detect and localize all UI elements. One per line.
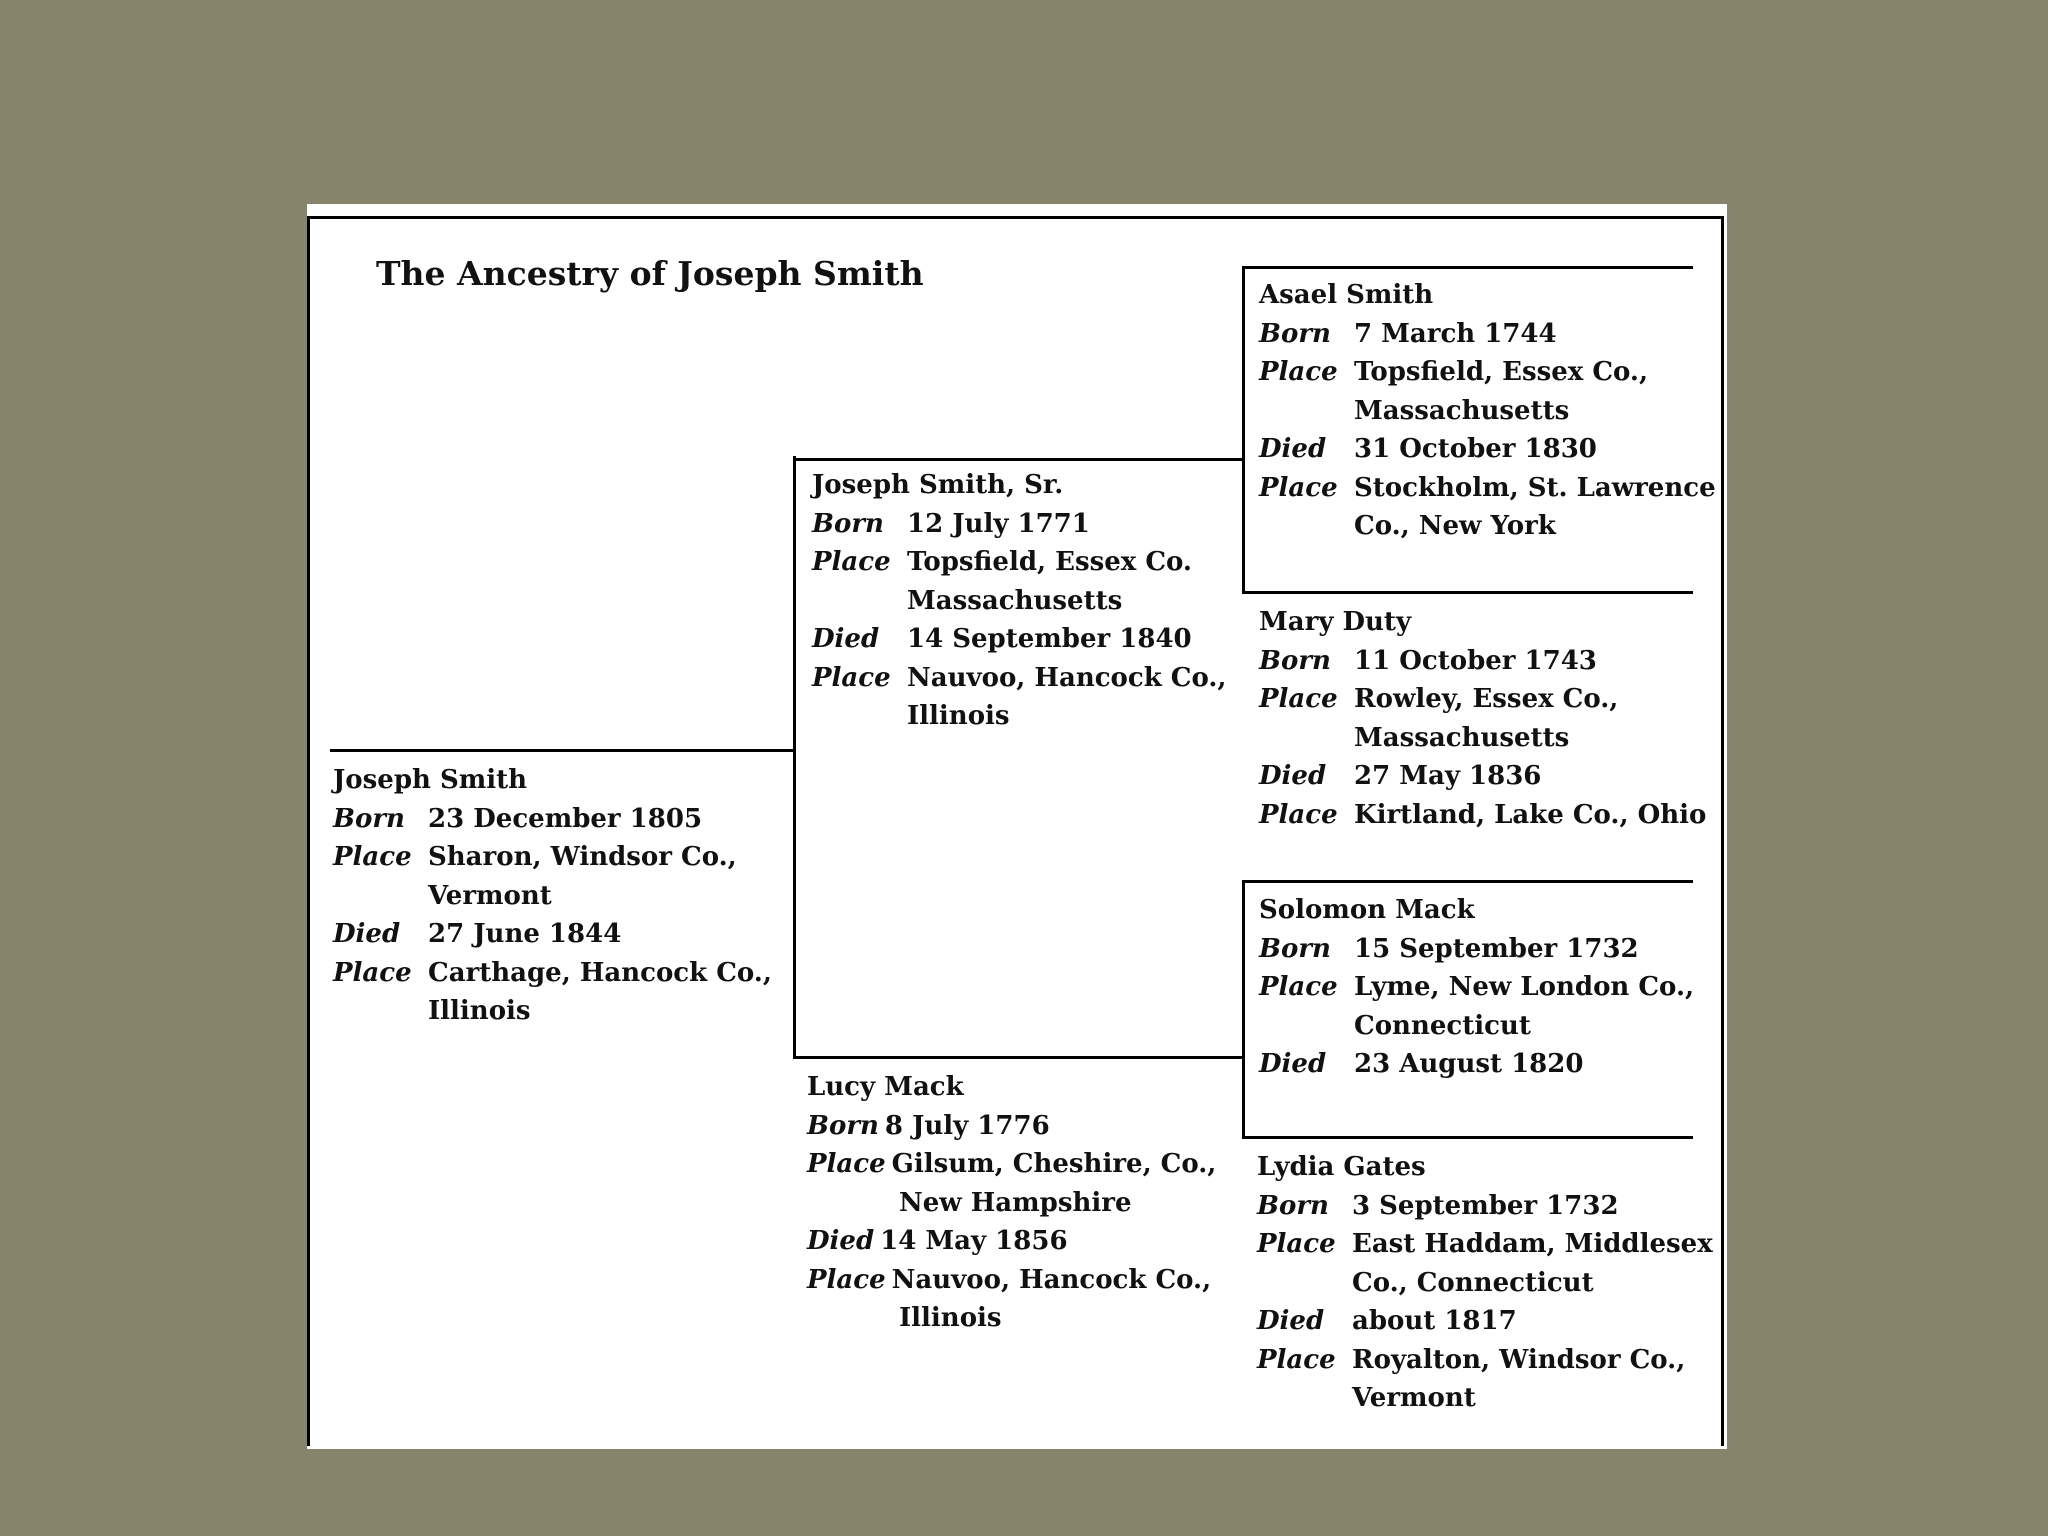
born-row <box>812 505 1226 544</box>
birth-place-row-cont <box>333 877 772 916</box>
death-place-row-cont <box>1259 507 1716 546</box>
death-place-row <box>1259 796 1706 835</box>
died-date: 14 September 1840 <box>907 624 1192 654</box>
connector-paternal-vertical <box>1242 266 1245 594</box>
born-row <box>333 800 772 839</box>
person-name: Mary Duty <box>1259 607 1412 637</box>
born-row <box>1259 642 1706 681</box>
birth-place: Gilsum, Cheshire, Co., <box>891 1149 1217 1179</box>
birth-place: Sharon, Windsor Co., <box>428 842 737 872</box>
birth-place-cont: Massachusetts <box>907 585 1123 616</box>
connector-joseph-smith-sr <box>793 458 1245 461</box>
person-lydia-gates <box>1257 1148 1713 1418</box>
place-label: Place <box>1259 357 1338 387</box>
death-place-row <box>812 659 1226 698</box>
death-place-row-cont <box>1257 1379 1713 1418</box>
place-label: Place <box>1259 684 1338 714</box>
birth-place-row <box>1259 968 1694 1007</box>
died-row <box>1259 430 1716 469</box>
person-solomon-mack <box>1259 891 1694 1084</box>
place-label: Place <box>333 842 412 872</box>
death-place-cont: Illinois <box>907 701 1010 731</box>
birth-place: East Haddam, Middlesex <box>1352 1229 1713 1259</box>
died-label: Died <box>1259 1049 1327 1079</box>
place-label: Place <box>333 957 412 988</box>
connector-asael-smith <box>1242 266 1693 269</box>
death-place-row <box>807 1261 1216 1300</box>
person-asael-smith <box>1259 276 1716 546</box>
connector-joseph-smith <box>330 749 796 752</box>
born-row <box>1257 1187 1713 1226</box>
death-place-row <box>1257 1341 1713 1380</box>
connector-lydia-gates <box>1242 1136 1693 1139</box>
person-name: Lucy Mack <box>807 1072 964 1102</box>
person-joseph-smith-sr <box>812 466 1226 736</box>
place-label: Place <box>812 662 891 693</box>
death-place-row-cont <box>812 697 1226 736</box>
person-name: Asael Smith <box>1259 280 1434 310</box>
chart-title: The Ancestry of Joseph Smith <box>376 254 924 293</box>
died-label: Died <box>812 624 880 654</box>
born-date: 11 October 1743 <box>1354 645 1597 676</box>
place-label: Place <box>1257 1344 1336 1375</box>
born-date: 7 March 1744 <box>1354 318 1557 349</box>
birth-place: Rowley, Essex Co., <box>1354 684 1619 714</box>
death-place: Stockholm, St. Lawrence <box>1354 472 1716 503</box>
birth-place-row <box>1257 1225 1713 1264</box>
death-place: Carthage, Hancock Co., <box>428 957 772 988</box>
death-place-cont: Co., New York <box>1354 511 1556 541</box>
place-label: Place <box>1259 472 1338 503</box>
birth-place-row-cont <box>1257 1264 1713 1303</box>
place-label: Place <box>807 1149 886 1179</box>
born-date: 3 September 1732 <box>1352 1190 1619 1221</box>
birth-place-row-cont <box>1259 1007 1694 1046</box>
died-date: about 1817 <box>1352 1306 1517 1336</box>
birth-place-row-cont <box>1259 392 1716 431</box>
person-name: Lydia Gates <box>1257 1152 1426 1182</box>
connector-solomon-mack <box>1242 880 1693 883</box>
birth-place-row-cont <box>1259 719 1706 758</box>
birth-place-cont: Massachusetts <box>1354 722 1570 753</box>
connector-parents-vertical <box>793 456 796 1058</box>
death-place-row <box>1259 469 1716 508</box>
born-date: 23 December 1805 <box>428 803 703 834</box>
death-place-row-cont <box>807 1299 1216 1338</box>
died-label: Died <box>333 919 401 949</box>
place-label: Place <box>812 547 891 577</box>
died-label: Died <box>1259 434 1327 464</box>
death-place: Kirtland, Lake Co., Ohio <box>1354 799 1707 830</box>
death-place-cont: Illinois <box>899 1303 1002 1333</box>
birth-place-row <box>1259 680 1706 719</box>
died-label: Died <box>1259 761 1327 791</box>
died-row <box>812 620 1226 659</box>
death-place-row <box>333 954 772 993</box>
death-place-cont: Illinois <box>428 996 531 1026</box>
died-date: 14 May 1856 <box>880 1226 1068 1256</box>
birth-place: Topsfield, Essex Co. <box>907 547 1192 577</box>
born-label: Born <box>1259 645 1331 676</box>
death-place-cont: Vermont <box>1352 1383 1476 1413</box>
born-label: Born <box>1259 318 1331 349</box>
birth-place-cont: Connecticut <box>1354 1010 1531 1041</box>
born-label: Born <box>1257 1190 1329 1221</box>
born-label: Born <box>812 508 884 539</box>
place-label: Place <box>807 1264 886 1295</box>
born-row <box>1259 315 1716 354</box>
died-date: 31 October 1830 <box>1354 434 1597 464</box>
died-row <box>1259 757 1706 796</box>
death-place: Royalton, Windsor Co., <box>1352 1344 1686 1375</box>
died-label: Died <box>1257 1306 1325 1336</box>
died-row <box>807 1222 1216 1261</box>
connector-maternal-vertical <box>1242 880 1245 1139</box>
person-mary-duty <box>1259 603 1706 834</box>
born-label: Born <box>333 803 405 834</box>
person-name: Solomon Mack <box>1259 895 1475 925</box>
person-name: Joseph Smith <box>333 765 528 795</box>
birth-place-row-cont <box>812 582 1226 621</box>
died-date: 23 August 1820 <box>1354 1049 1584 1079</box>
born-date: 8 July 1776 <box>884 1110 1050 1141</box>
born-row <box>807 1107 1216 1146</box>
birth-place-row <box>333 838 772 877</box>
birth-place-row <box>807 1145 1216 1184</box>
death-place: Nauvoo, Hancock Co., <box>891 1264 1212 1295</box>
death-place-row-cont <box>333 992 772 1031</box>
birth-place-cont: Massachusetts <box>1354 395 1570 426</box>
person-lucy-mack <box>807 1068 1216 1338</box>
person-name: Joseph Smith, Sr. <box>812 470 1064 500</box>
died-row <box>1259 1045 1694 1084</box>
born-date: 15 September 1732 <box>1354 933 1639 964</box>
connector-lucy-mack <box>793 1056 1245 1059</box>
died-label: Died <box>807 1226 875 1256</box>
birth-place: Lyme, New London Co., <box>1354 972 1695 1002</box>
died-row <box>1257 1302 1713 1341</box>
connector-mary-duty <box>1242 591 1693 594</box>
died-row <box>333 915 772 954</box>
birth-place: Topsfield, Essex Co., <box>1354 357 1648 387</box>
death-place: Nauvoo, Hancock Co., <box>907 662 1227 693</box>
born-label: Born <box>807 1110 879 1141</box>
birth-place-cont: Co., Connecticut <box>1352 1267 1594 1298</box>
birth-place-row-cont <box>807 1184 1216 1223</box>
died-date: 27 May 1836 <box>1354 761 1542 791</box>
died-date: 27 June 1844 <box>428 919 622 949</box>
place-label: Place <box>1257 1229 1336 1259</box>
place-label: Place <box>1259 972 1338 1002</box>
birth-place-row <box>1259 353 1716 392</box>
place-label: Place <box>1259 799 1338 830</box>
born-label: Born <box>1259 933 1331 964</box>
birth-place-cont: Vermont <box>428 880 552 911</box>
person-joseph-smith <box>333 761 772 1031</box>
birth-place-row <box>812 543 1226 582</box>
born-row <box>1259 930 1694 969</box>
birth-place-cont: New Hampshire <box>899 1187 1132 1218</box>
born-date: 12 July 1771 <box>907 508 1090 539</box>
